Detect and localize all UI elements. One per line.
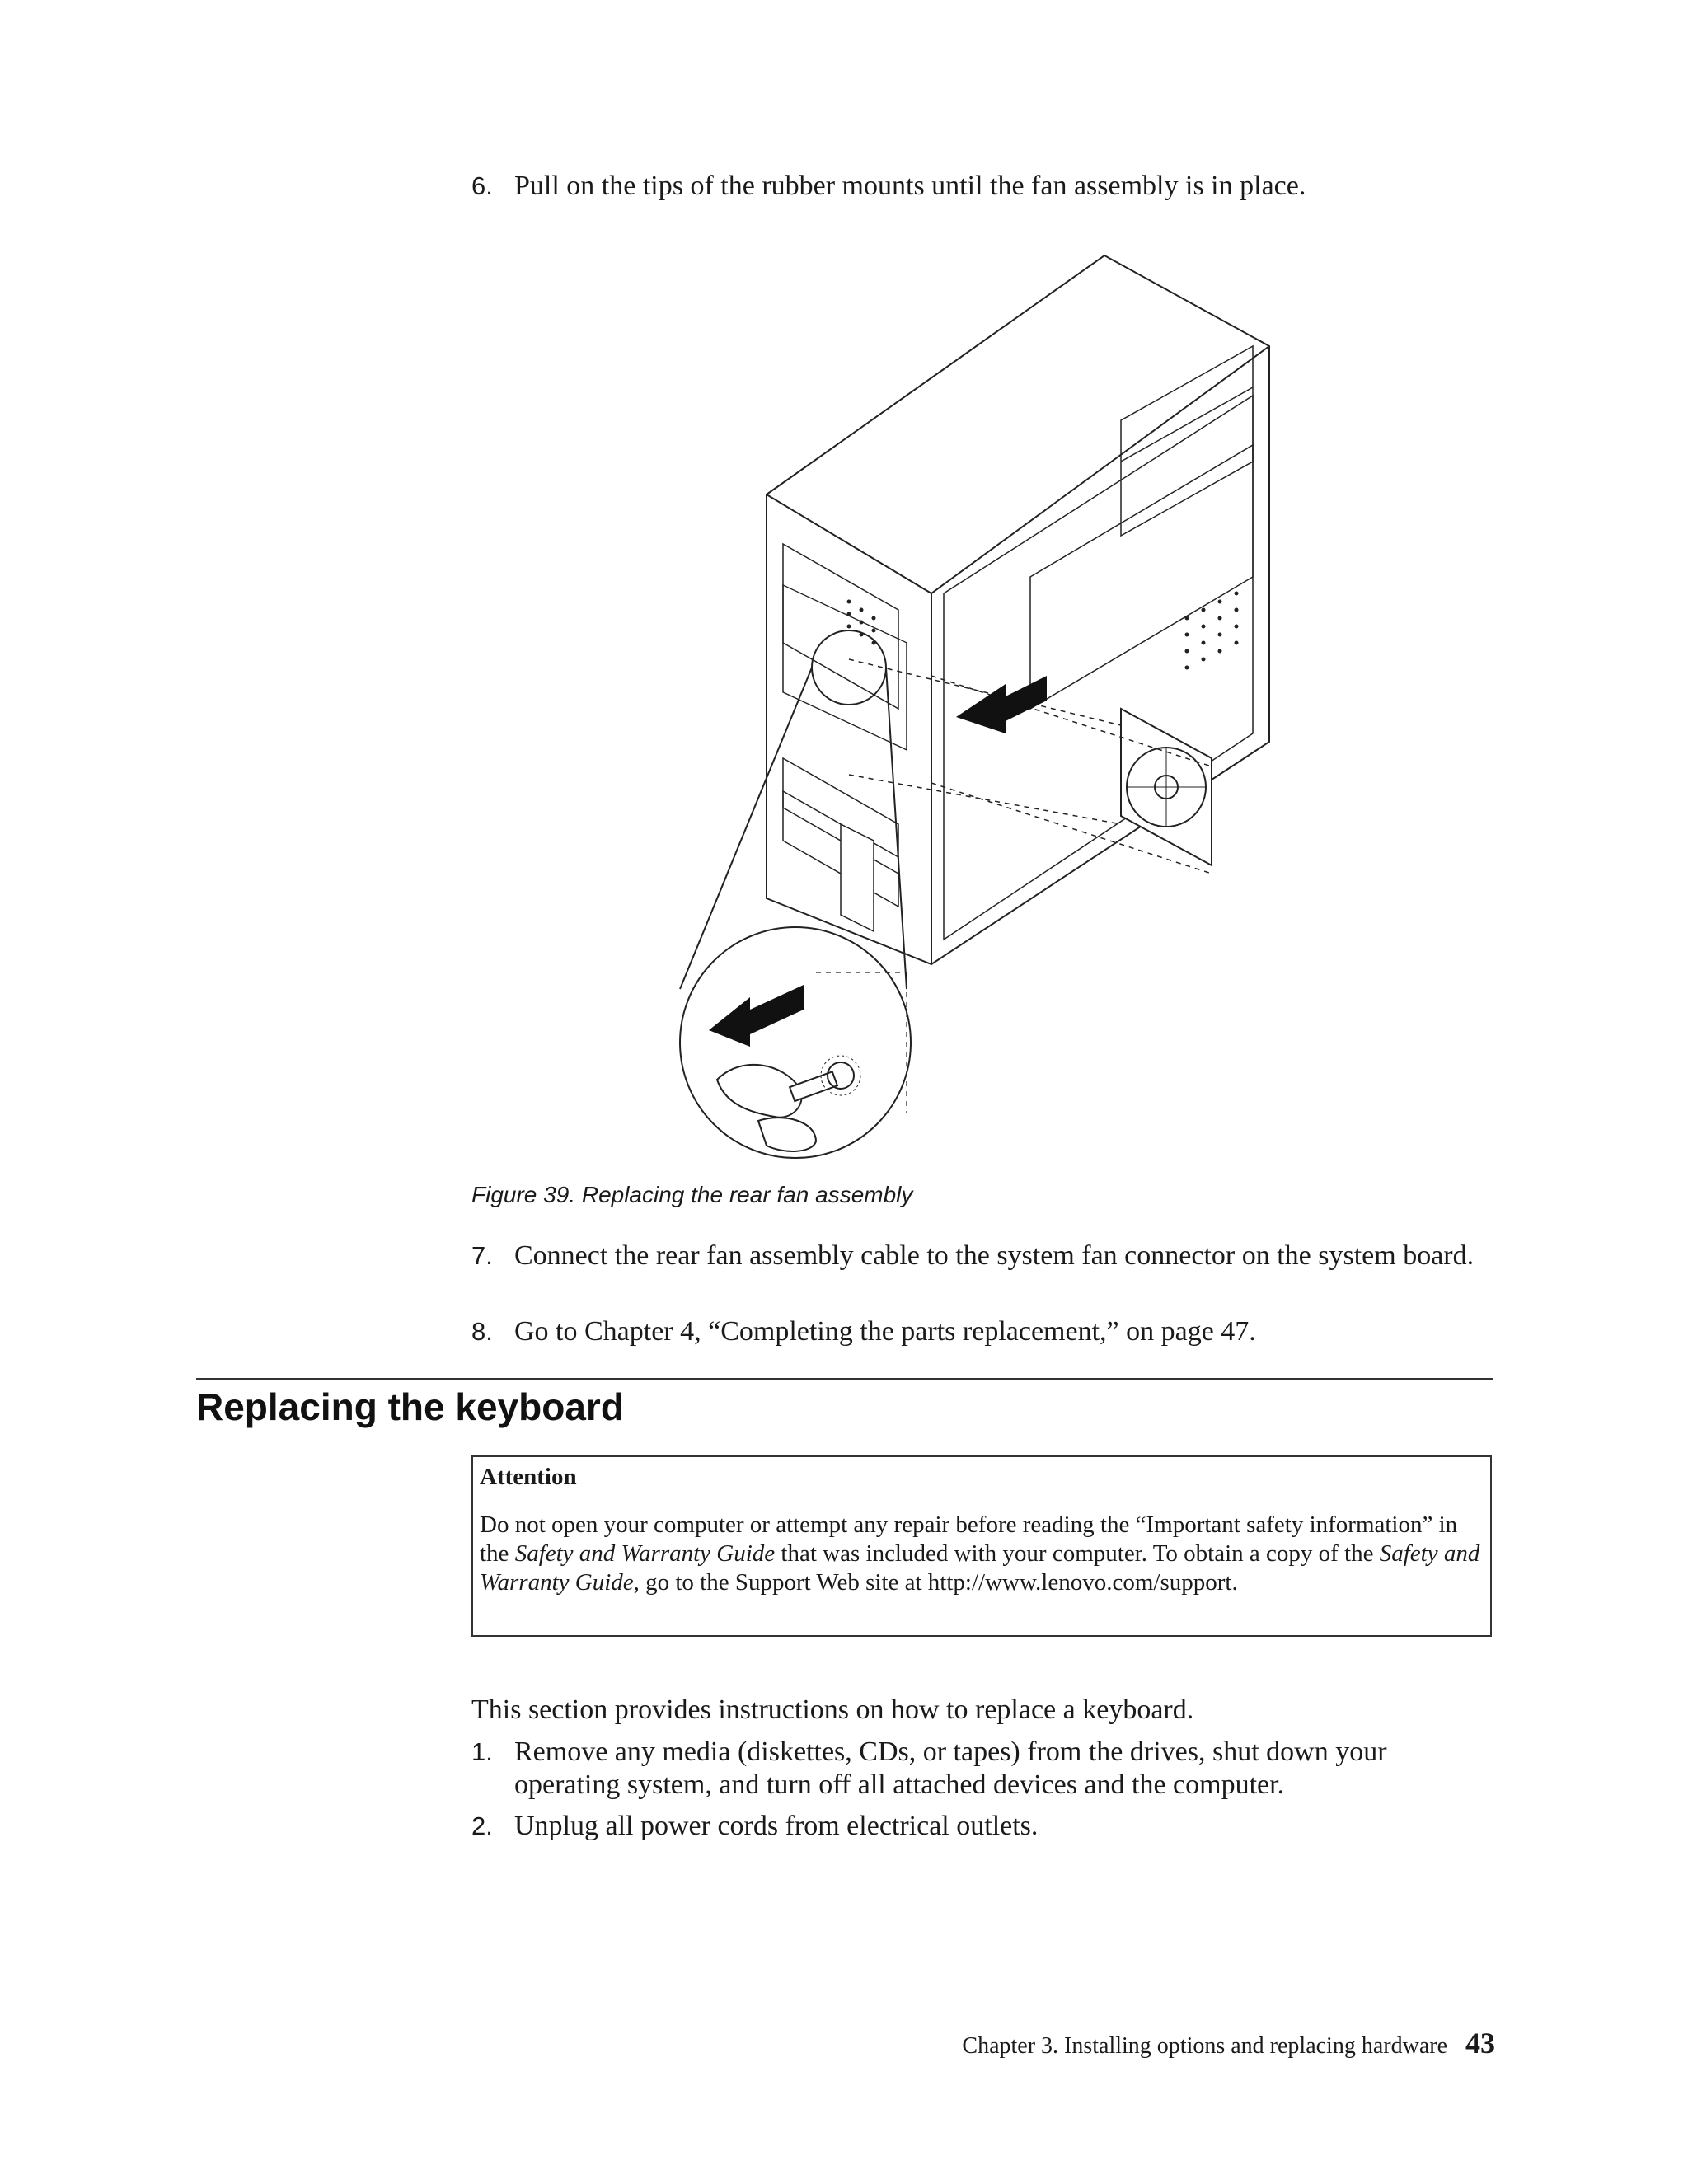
- page-footer: [962, 2026, 1495, 2060]
- figure-caption: Figure 39. Replacing the rear fan assembly: [471, 1182, 913, 1207]
- step-text: Remove any media (diskettes, CDs, or tapes) from the drives, shut down your operating system, and turn off all attached devices and the computer.: [514, 1736, 1387, 1800]
- section-heading: Replacing the keyboard: [196, 1385, 624, 1428]
- attention-body: [480, 1511, 1481, 1597]
- section-divider: [196, 1378, 1493, 1380]
- step-text: Go to Chapter 4, “Completing the parts replacement,” on page 47.: [514, 1316, 1256, 1347]
- step-text: Unplug all power cords from electrical outlets.: [514, 1811, 1039, 1841]
- step-text: Pull on the tips of the rubber mounts until the fan assembly is in place.: [514, 171, 1306, 201]
- attention-guide-title: Safety and Warranty Guide: [480, 1540, 1480, 1596]
- step-text: Connect the rear fan assembly cable to the system fan connector on the system board.: [514, 1240, 1475, 1271]
- chassis-illustration: [659, 247, 1319, 1162]
- step-number: 8.: [471, 1317, 493, 1346]
- step-number: 1.: [471, 1737, 493, 1766]
- section-intro: This section provides instructions on how to replace a keyboard.: [471, 1694, 1194, 1725]
- step-number: 2.: [471, 1811, 493, 1840]
- attention-text: , go to the Support Web site at http://www.lenovo.com/support.: [633, 1569, 1238, 1596]
- footer-chapter: Chapter 3. Installing options and replacing hardware: [962, 2033, 1447, 2059]
- page-number: 43: [1465, 2027, 1495, 2060]
- step-number: 6.: [471, 171, 493, 200]
- attention-text: that was included with your computer. To obtain a copy of the: [775, 1540, 1380, 1567]
- attention-notice: [471, 1455, 1492, 1637]
- attention-guide-title: Safety and Warranty Guide: [514, 1540, 776, 1567]
- step-number: 7.: [471, 1241, 493, 1270]
- attention-text: Do not open your computer or attempt any repair before reading the “Important safety information” in the: [480, 1511, 1458, 1567]
- attention-title: Attention: [480, 1464, 577, 1490]
